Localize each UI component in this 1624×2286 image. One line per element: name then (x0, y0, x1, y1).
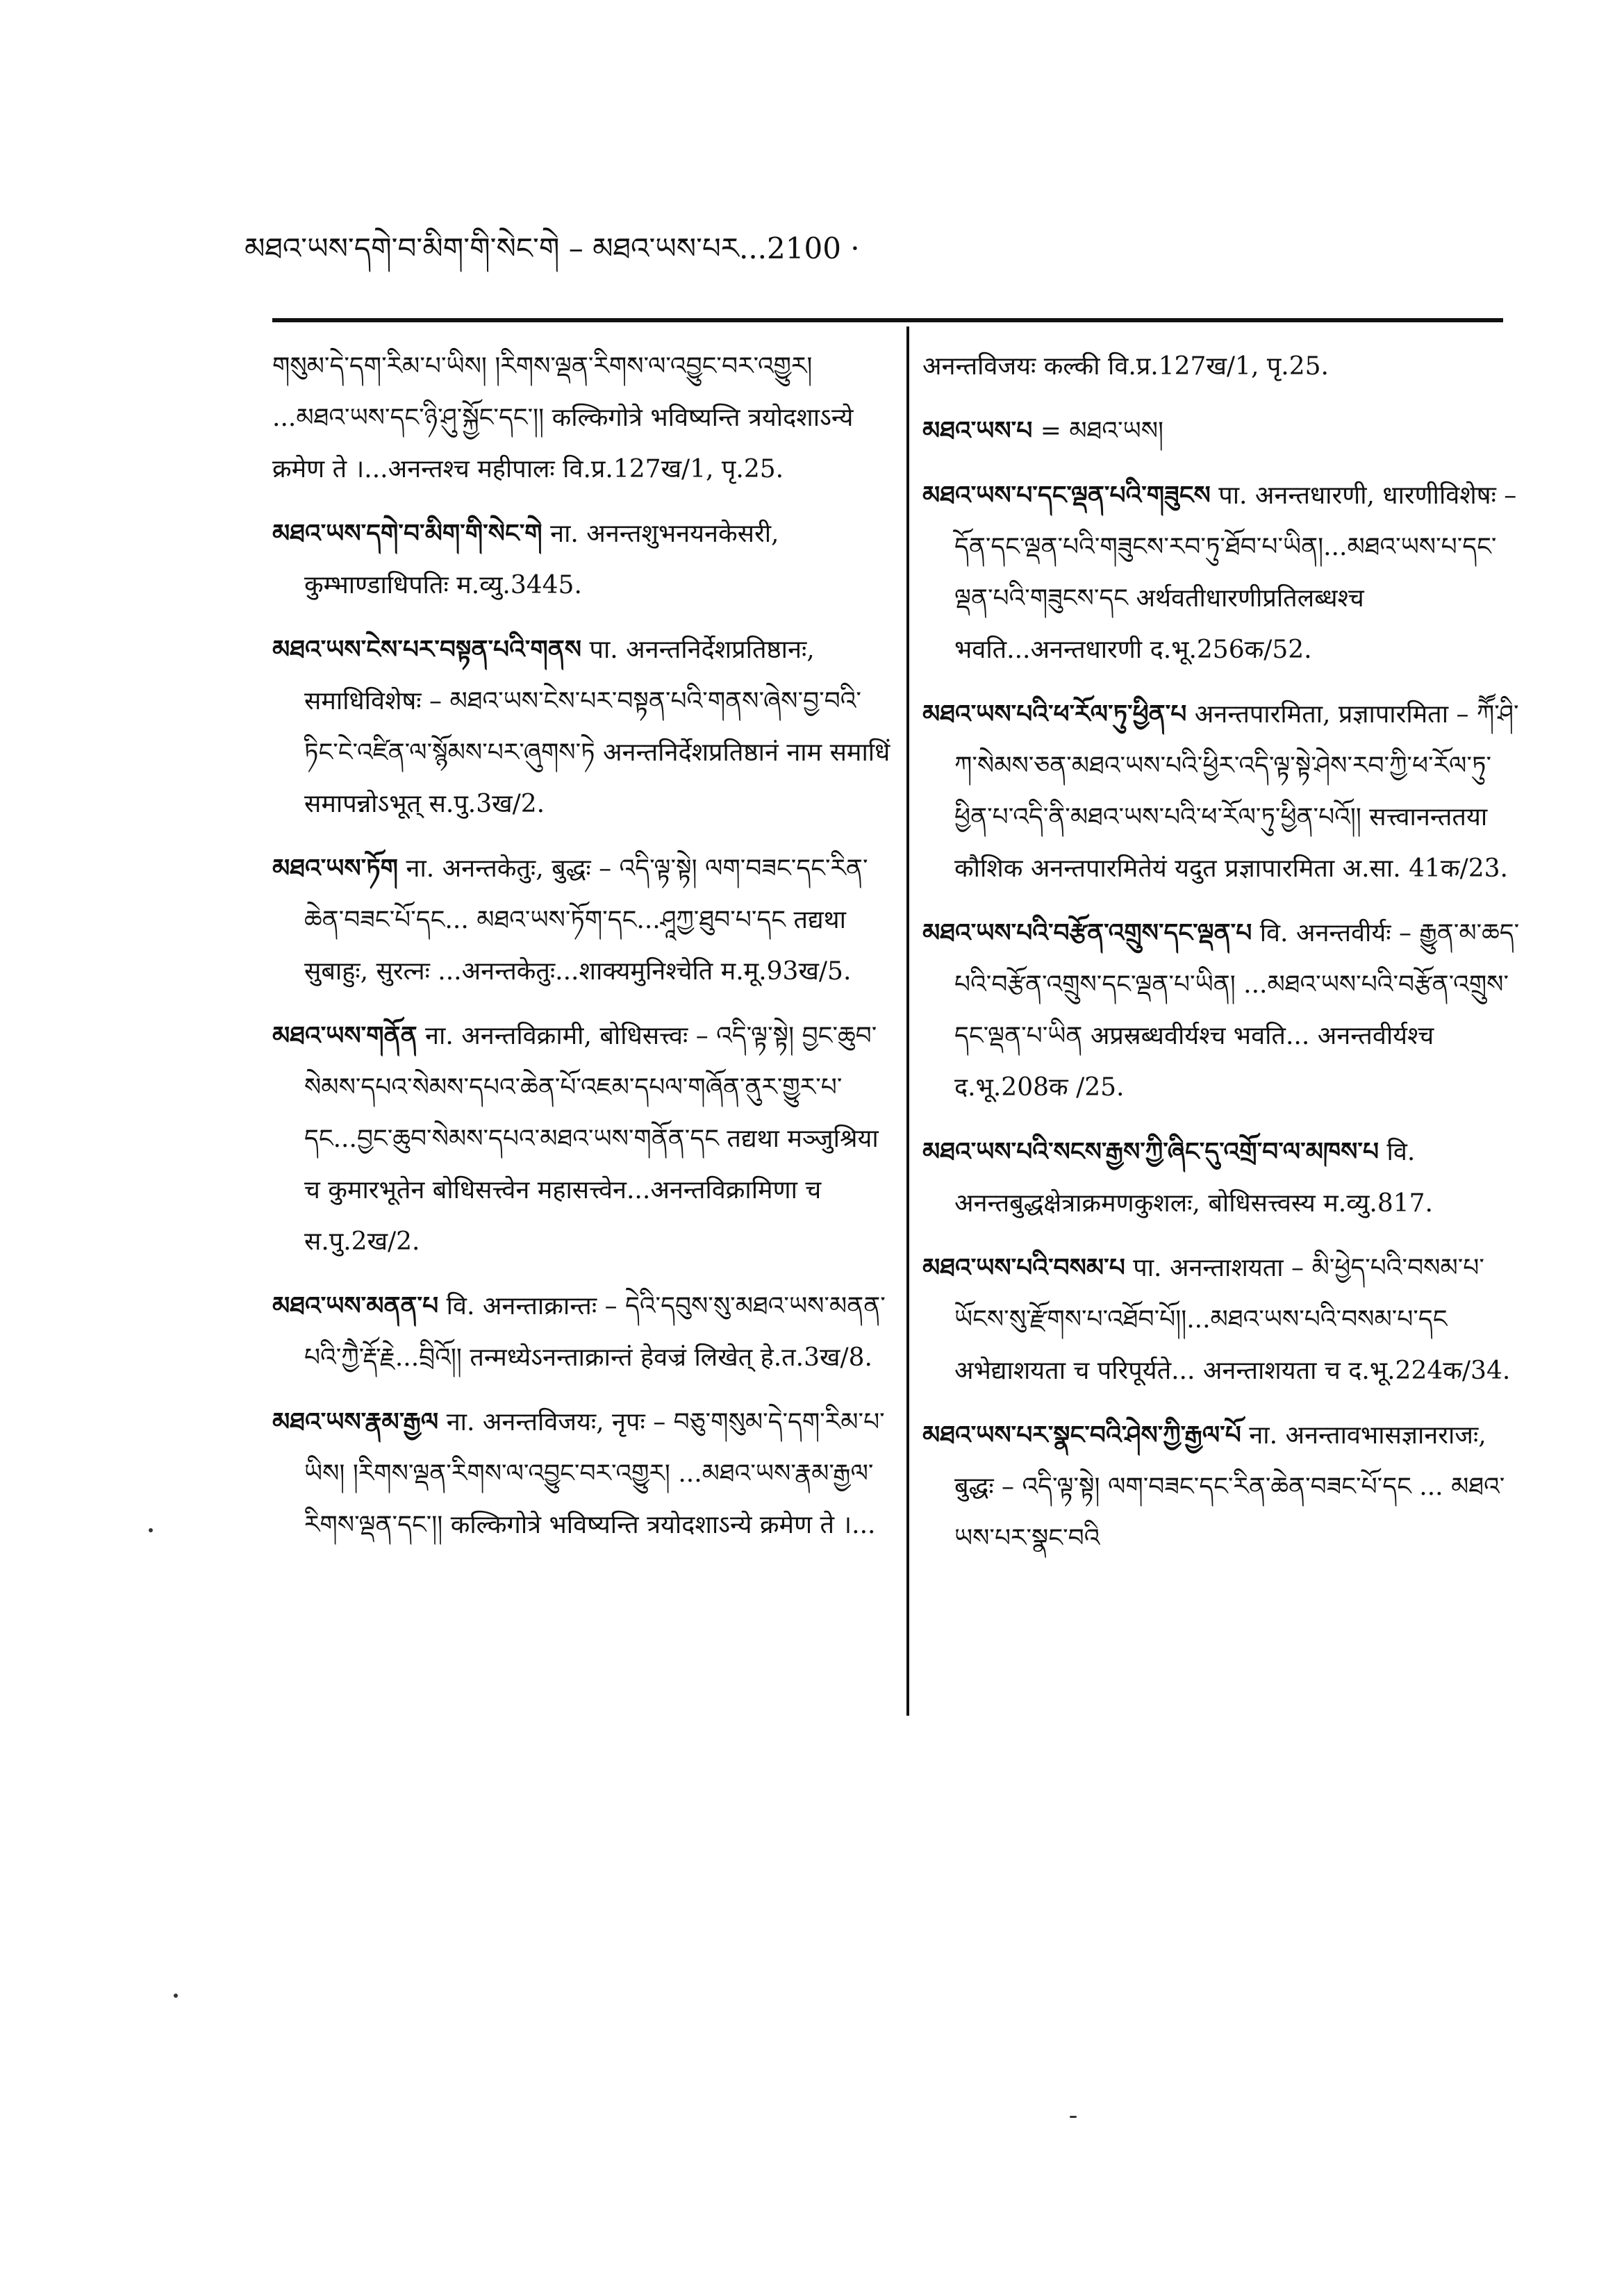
dictionary-entry (272, 624, 890, 830)
entry-text: = མཐའ་ཡས། (1040, 417, 1164, 445)
entry-text: वि. अनन्ताक्रान्तः – དེའི་དབུས་སུ་མཐའ་ཡས་མནན་པའི་ཀྱཻ་རྡོ་རྗེ...བྲིའོ།། तन्मध्येऽनन्ताक्रान्तं हेवज्रं लिखेत् हे.त.3ख/8. (304, 1292, 886, 1372)
scan-speck (149, 1528, 153, 1532)
entry-text: ना. अनन्तशुभनयनकेसरी, कुम्भाण्डाधिपतिः म.व्यु.3445. (304, 520, 779, 599)
scan-speck (174, 1994, 178, 1998)
dictionary-entry (272, 340, 890, 495)
page-header: མཐའ་ཡས་དགེ་བ་མིག་གི་སེང་གེ – མཐའ་ཡས་པར...2100 · (245, 231, 860, 265)
dictionary-entry (922, 1409, 1520, 1564)
entry-headword: མཐའ་ཡས་པ་དང་ལྡན་པའི་གཟུངས (922, 481, 1211, 510)
dictionary-entry (272, 1010, 890, 1268)
entry-headword: མཐའ་ཡས་པའི་བསམ་པ (922, 1253, 1125, 1282)
entry-text: अनन्तपारमिता, प्रज्ञापारमिता – ཀཽ་ཤི་ཀ་སེམས་ཅན་མཐའ་ཡས་པའི་ཕྱིར་འདི་ལྟ་སྟེ་ཤེས་རབ་ཀྱི་ཕ་རོལ་ཏུ་ཕྱིན་པ་འདི་ནི་མཐའ་ཡས་པའི་ཕ་རོལ་ཏུ་ཕྱིན་པའོ།། सत्त्वानन्ततया कौशिक अनन्तपारमितेयं यदुत प्रज्ञापारमिता अ.सा. 41क/23. (954, 700, 1519, 883)
entry-headword: མཐའ་ཡས་པའི་བརྩོན་འགྲུས་དང་ལྡན་པ (922, 918, 1252, 947)
header-rule (272, 318, 1503, 322)
entry-text: གསུམ་དེ་དག་རིམ་པ་ཡིས། །རིགས་ལྡན་རིགས་ལ་འབྱུང་བར་འགྱུར། ...མཐའ་ཡས་དང་ཉི་ཤུ་སྐྱོང་དང་།། कल्किगोत्रे भविष्यन्ति त्रयोदशाऽन्ये क्रमेण ते ।...अनन्तश्च महीपालः वि.प्र.127ख/1, पृ.25. (272, 352, 854, 483)
entry-headword: མཐའ་ཡས་ངེས་པར་བསྟན་པའི་གནས (272, 635, 582, 664)
entry-headword: མཐའ་ཡས་པའི་ཕ་རོལ་ཏུ་ཕྱིན་པ (922, 699, 1187, 729)
dictionary-entry (922, 688, 1520, 895)
dictionary-entry (272, 1280, 890, 1384)
dictionary-entry (272, 843, 890, 997)
dictionary-entry (922, 907, 1520, 1113)
dictionary-entry (922, 470, 1520, 676)
dictionary-entry (922, 340, 1520, 392)
dictionary-entry (922, 1126, 1520, 1229)
entry-text: वि. अनन्तबुद्धक्षेत्राक्रमणकुशलः, बोधिसत्त्वस्य म.व्यु.817. (954, 1138, 1434, 1218)
dictionary-entry (922, 405, 1520, 457)
entry-text: ना. अनन्तावभासज्ञानराजः, बुद्धः – འདི་ལྟ་སྟེ། ལག་བཟང་དང་རིན་ཆེན་བཟང་པོ་དང ... མཐའ་ཡས་པར་སྣང་བའི (954, 1421, 1505, 1552)
dictionary-entry (922, 1242, 1520, 1397)
entry-headword: མཐའ་ཡས་དགེ་བ་མིག་གི་སེང་གེ (272, 519, 542, 548)
entry-text: पा. अनन्तधारणी, धारणीविशेषः – དོན་དང་ལྡན་པའི་གཟུངས་རབ་ཏུ་ཐོབ་པ་ཡིན།...མཐའ་ཡས་པ་དང་ལྡན་པའི་གཟུངས་དང अर्थवतीधारणीप्रतिलब्धश्च भवति...अनन्तधारणी द.भू.256क/52. (954, 481, 1517, 664)
entry-text: अनन्तविजयः कल्की वि.प्र.127ख/1, पृ.25. (922, 352, 1329, 381)
right-column (922, 340, 1520, 1577)
entry-headword: མཐའ་ཡས་པར་སྣང་བའི་ཤེས་ཀྱི་རྒྱལ་པོ (922, 1421, 1241, 1450)
dictionary-entry (272, 1396, 890, 1551)
entry-headword: མཐའ་ཡས་གནོན (272, 1021, 417, 1050)
dictionary-entry (272, 508, 890, 611)
entry-headword: མཐའ་ཡས་རྣམ་རྒྱལ (272, 1407, 439, 1436)
scan-speck (1070, 2116, 1077, 2118)
entry-text: वि. अनन्तवीर्यः – རྒྱུན་མ་ཆད་པའི་བརྩོན་འགྲུས་དང་ལྡན་པ་ཡིན། ...མཐའ་ཡས་པའི་བརྩོན་འགྲུས་དང་ལྡན་པ་ཡིན अप्रस्रब्धवीर्यश्च भवति... अनन्तवीर्यश्च द.भू.208क /25. (954, 919, 1520, 1102)
column-divider (906, 326, 909, 1716)
entry-headword: མཐའ་ཡས་པ (922, 416, 1033, 445)
entry-headword: མཐའ་ཡས་ཏོག (272, 854, 399, 883)
entry-text: ना. अनन्तकेतुः, बुद्धः – འདི་ལྟ་སྟེ། ལག་བཟང་དང་རིན་ཆེན་བཟང་པོ་དང... མཐའ་ཡས་ཏོག་དང...ཤཱཀྱ་ཐུབ་པ་དང तद्यथा सुबाहुः, सुरत्नः ...अनन्तकेतुः...शाक्यमुनिश्चेति म.मू.93ख/5. (304, 854, 868, 986)
entry-text: पा. अनन्ताशयता – མི་ཕྱེད་པའི་བསམ་པ་ཡོངས་སུ་རྫོགས་པ་འཐོབ་པོ།།...མཐའ་ཡས་པའི་བསམ་པ་དང अभेद्याशयता च परिपूर्यते... अनन्ताशयता च द.भू.224क/34. (954, 1254, 1511, 1385)
left-column (272, 340, 890, 1564)
entry-text: पा. अनन्तनिर्देशप्रतिष्ठानः, समाधिविशेषः – མཐའ་ཡས་ངེས་པར་བསྟན་པའི་གནས་ཞེས་བྱ་བའི་ཏིང་ངེ་འཛིན་ལ་སྙོམས་པར་ཞུགས་ཏེ अनन्तनिर्देशप्रतिष्ठानं नाम समाधिं समापन्नोऽभूत् स.पु.3ख/2. (304, 636, 890, 818)
entry-headword: མཐའ་ཡས་པའི་སངས་རྒྱས་ཀྱི་ཞིང་དུ་འགྲོ་བ་ལ་མཁས་པ (922, 1137, 1379, 1166)
entry-headword: མཐའ་ཡས་མནན་པ (272, 1291, 439, 1320)
entry-text: ना. अनन्तविजयः, नृपः – བཅུ་གསུམ་དེ་དག་རིམ་པ་ཡིས། །རིགས་ལྡན་རིགས་ལ་འབྱུང་བར་འགྱུར། ...མཐའ་ཡས་རྣམ་རྒྱལ་རིགས་ལྡན་དང་།། कल्किगोत्रे भविष्यन्ति त्रयोदशाऽन्ये क्रमेण ते ।... (304, 1408, 885, 1539)
entry-text: ना. अनन्तविक्रामी, बोधिसत्त्वः – འདི་ལྟ་སྟེ། བྱང་ཆུབ་སེམས་དཔའ་སེམས་དཔའ་ཆེན་པོ་འཇམ་དཔལ་གཞོན་ནུར་གྱུར་པ་དང...བྱང་ཆུབ་སེམས་དཔའ་མཐའ་ཡས་གནོན་དང तद्यथा मञ्जुश्रिया च कुमारभूतेन बोधिसत्त्वेन महासत्त्वेन...अनन्तविक्रामिणा च स.पु.2ख/2. (304, 1022, 879, 1256)
